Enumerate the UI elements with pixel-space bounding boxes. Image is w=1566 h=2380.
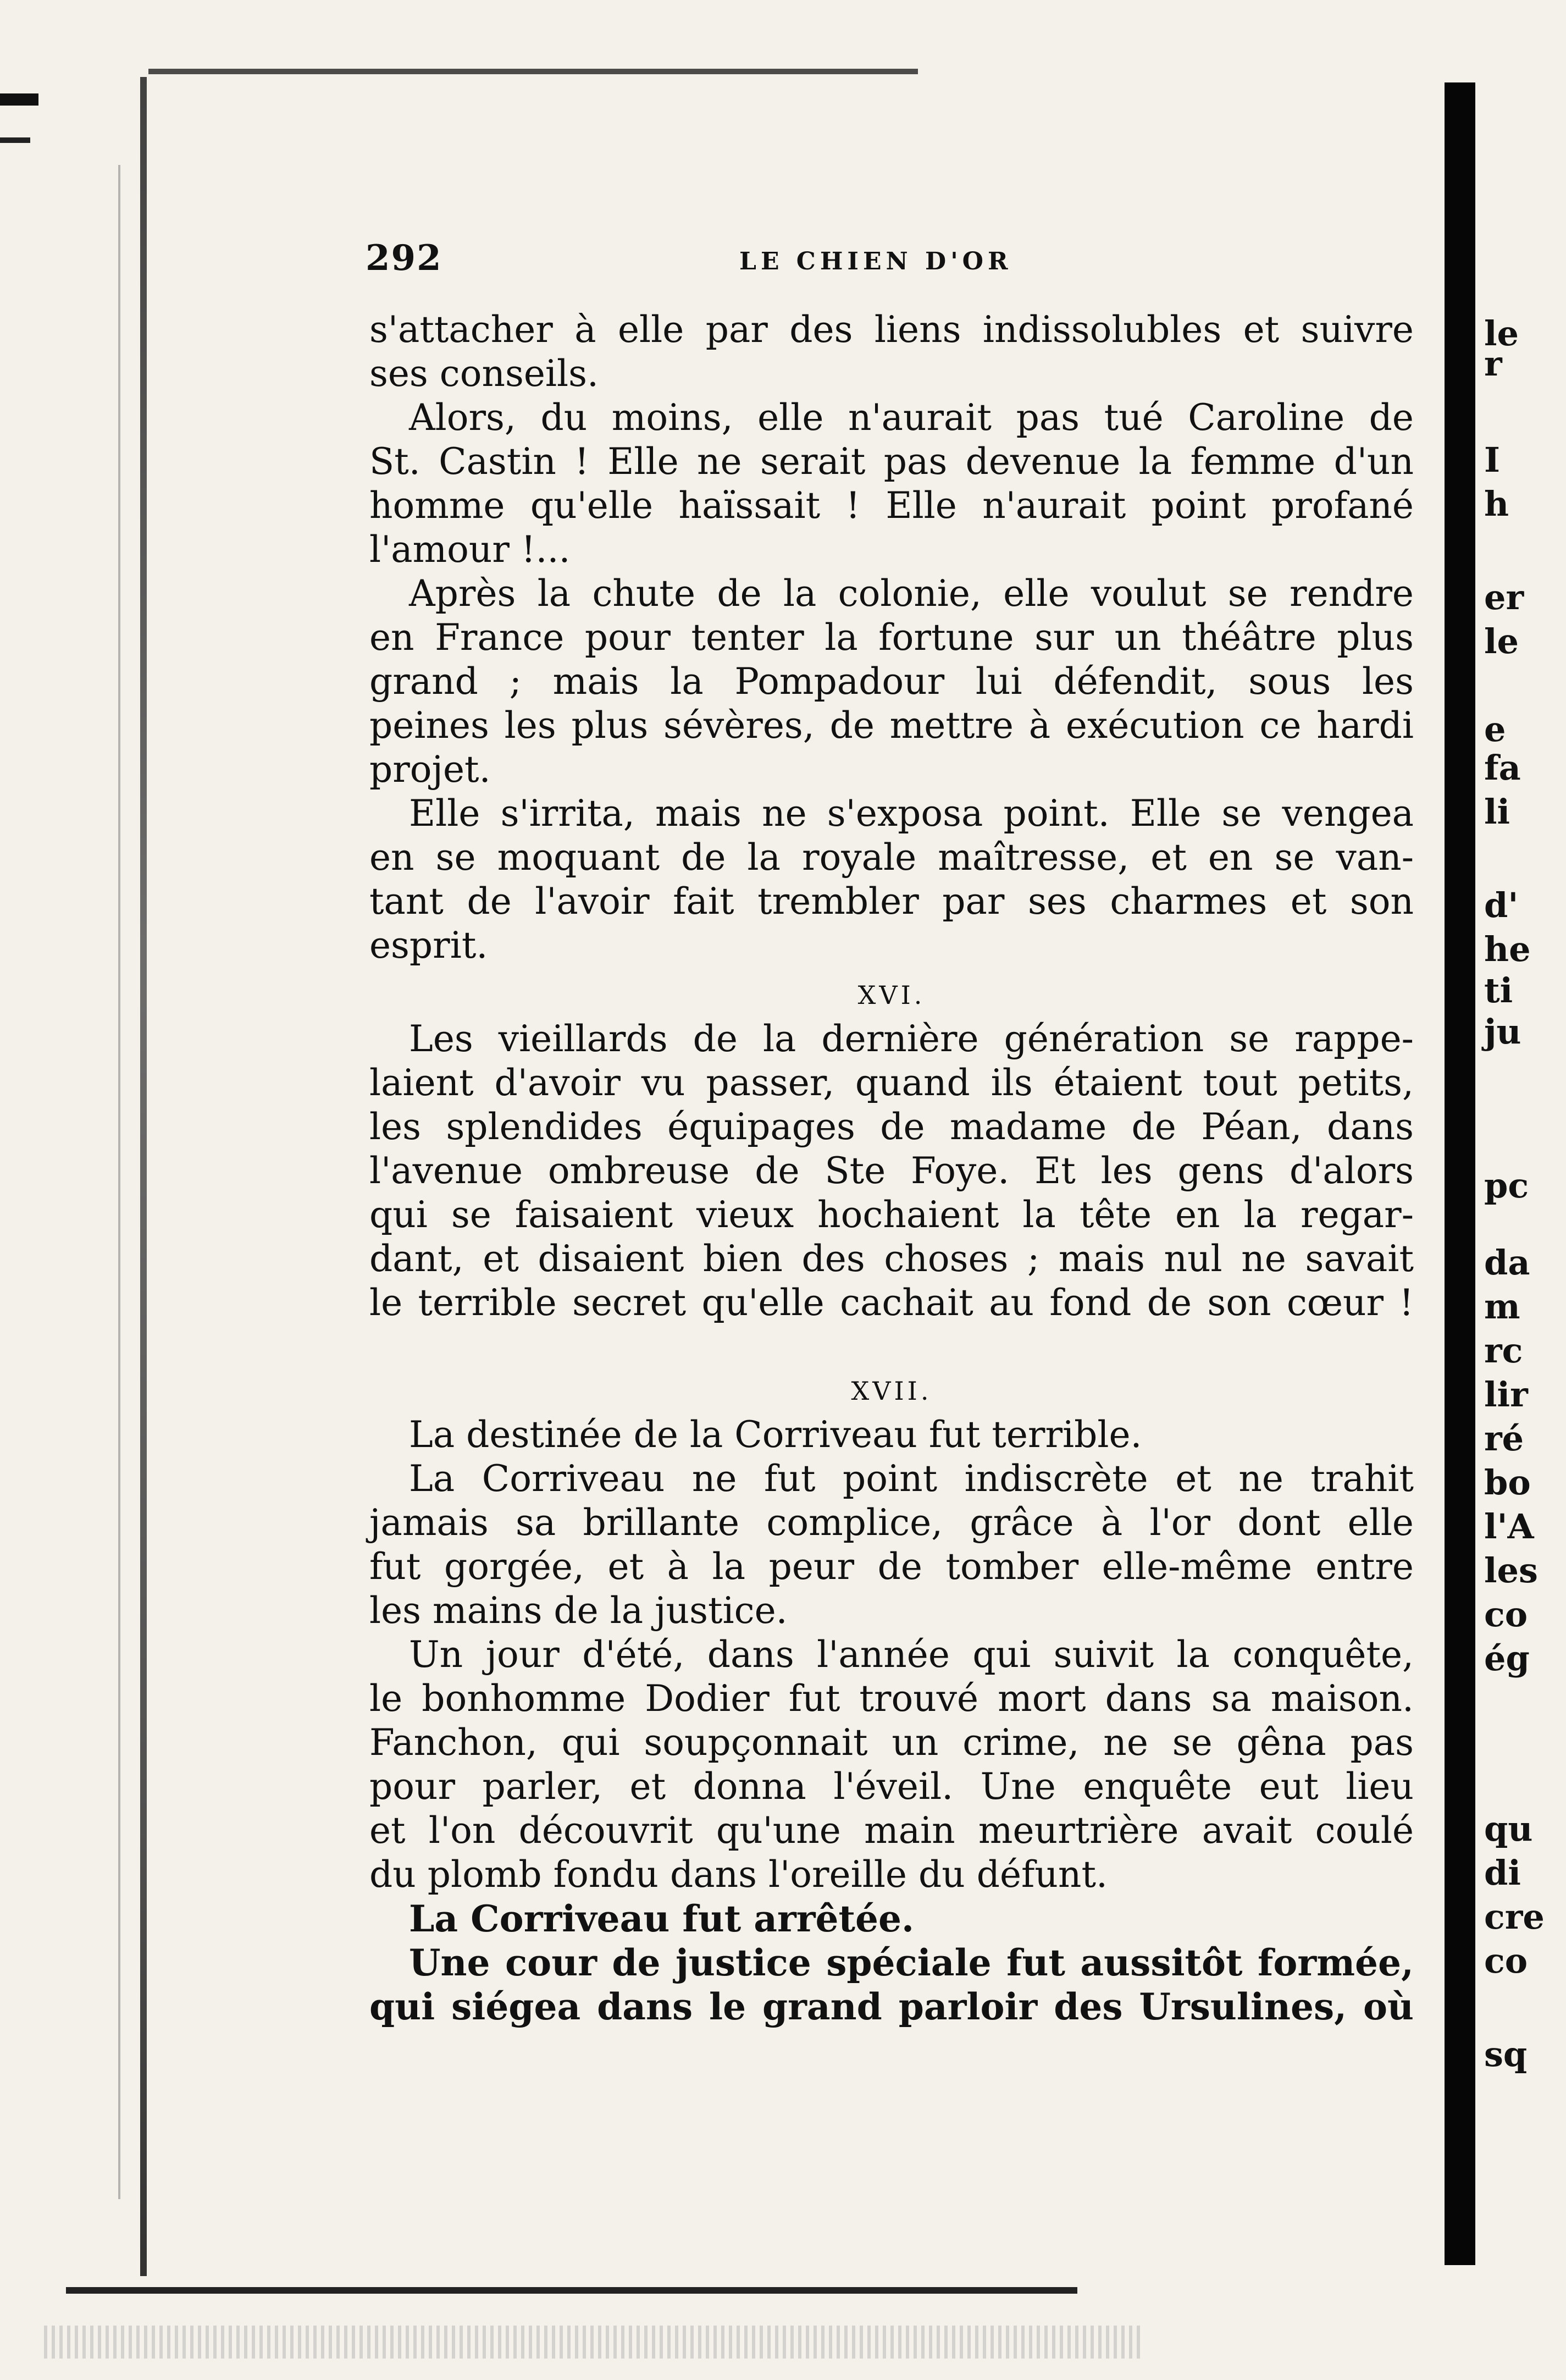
text-line: La Corriveau fut arrêtée. bbox=[409, 1897, 914, 1940]
text-line: s'attacher à elle par des liens indissolubles et suivre bbox=[369, 308, 1414, 351]
section-heading: XVI. bbox=[857, 980, 926, 1010]
facing-page-fragment: li bbox=[1484, 792, 1510, 832]
text-line: les mains de la justice. bbox=[369, 1589, 788, 1632]
text-line: peines les plus sévères, de mettre à exécution ce hardi bbox=[369, 704, 1414, 747]
facing-page-fragment: d' bbox=[1484, 885, 1519, 925]
text-line: homme qu'elle haïssait ! Elle n'aurait point profané bbox=[369, 484, 1414, 527]
facing-page-fragment: qu bbox=[1484, 1809, 1533, 1849]
facing-page-fragment: co bbox=[1484, 1941, 1528, 1981]
text-line: La destinée de la Corriveau fut terrible. bbox=[409, 1413, 1142, 1456]
scan-edge-mark bbox=[0, 137, 30, 143]
text-line: laient d'avoir vu passer, quand ils étaient tout petits, bbox=[369, 1062, 1414, 1104]
running-head: LE CHIEN D'OR bbox=[739, 247, 1012, 275]
text-line: La Corriveau ne fut point indiscrète et ne trahit bbox=[409, 1457, 1414, 1500]
text-line: en France pour tenter la fortune sur un théâtre plus bbox=[369, 616, 1414, 659]
section-gap bbox=[369, 1325, 1414, 1363]
facing-page-fragment: cre bbox=[1484, 1897, 1545, 1937]
facing-page-fragment: ré bbox=[1484, 1418, 1524, 1459]
body-text bbox=[369, 308, 1414, 2029]
facing-page-fragment: ti bbox=[1484, 970, 1513, 1010]
text-line: Fanchon, qui soupçonnait un crime, ne se gêna pas bbox=[369, 1721, 1414, 1764]
facing-page-fragment: r bbox=[1484, 344, 1502, 384]
facing-page-fragment: m bbox=[1484, 1286, 1520, 1327]
facing-page-fragment: co bbox=[1484, 1594, 1528, 1634]
text-line: pour parler, et donna l'éveil. Une enquête eut lieu bbox=[369, 1765, 1414, 1808]
scan-edge-mark bbox=[0, 93, 38, 106]
facing-page-fragment: di bbox=[1484, 1853, 1521, 1893]
facing-page-fragment: sq bbox=[1484, 2034, 1528, 2074]
text-line: l'avenue ombreuse de Ste Foye. Et les gens d'alors bbox=[369, 1150, 1414, 1192]
text-line: le terrible secret qu'elle cachait au fond de son cœur ! bbox=[369, 1282, 1414, 1324]
page-number: 292 bbox=[366, 238, 442, 279]
facing-page-fragment: le bbox=[1484, 621, 1519, 661]
facing-page-fragment: pc bbox=[1484, 1166, 1529, 1206]
text-line: en se moquant de la royale maîtresse, et en se van- bbox=[369, 836, 1414, 879]
facing-page-fragment: le bbox=[1484, 313, 1519, 354]
text-line: fut gorgée, et à la peur de tomber elle-même entre bbox=[369, 1545, 1414, 1588]
facing-page-fragment: lir bbox=[1484, 1374, 1528, 1415]
text-line: qui se faisaient vieux hochaient la tête en la regar- bbox=[369, 1194, 1414, 1236]
page-bottom-border bbox=[66, 2287, 1077, 2294]
facing-page-fragment: l'A bbox=[1484, 1506, 1534, 1547]
facing-page-fragment: ju bbox=[1484, 1012, 1521, 1052]
facing-page-fragment: he bbox=[1484, 929, 1531, 969]
text-line: le bonhomme Dodier fut trouvé mort dans sa maison. bbox=[369, 1677, 1414, 1720]
facing-page-fragment: h bbox=[1484, 484, 1509, 524]
text-line: Elle s'irrita, mais ne s'exposa point. Elle se vengea bbox=[409, 792, 1414, 835]
text-line: grand ; mais la Pompadour lui défendit, sous les bbox=[369, 660, 1414, 703]
text-line: qui siégea dans le grand parloir des Ursulines, où bbox=[369, 1985, 1414, 2028]
text-line: les splendides équipages de madame de Péan, dans bbox=[369, 1106, 1414, 1148]
text-line: St. Castin ! Elle ne serait pas devenue la femme d'un bbox=[369, 440, 1414, 483]
facing-page-fragment: fa bbox=[1484, 748, 1521, 788]
text-line: ses conseils. bbox=[369, 352, 599, 395]
scan-noise bbox=[44, 2326, 1143, 2359]
text-line: l'amour !... bbox=[369, 528, 571, 571]
section-heading: XVII. bbox=[851, 1376, 932, 1406]
page-top-border bbox=[148, 69, 918, 74]
text-line: Les vieillards de la dernière génération se rappe- bbox=[409, 1018, 1414, 1060]
facing-page-fragment: les bbox=[1484, 1550, 1538, 1591]
text-line: du plomb fondu dans l'oreille du défunt. bbox=[369, 1853, 1108, 1896]
facing-page-fragment: e bbox=[1484, 709, 1506, 749]
facing-page-fragment: bo bbox=[1484, 1462, 1531, 1503]
text-line: projet. bbox=[369, 748, 491, 791]
text-line: Un jour d'été, dans l'année qui suivit la conquête, bbox=[409, 1633, 1414, 1676]
facing-page-fragment: I bbox=[1484, 440, 1501, 480]
text-line: Alors, du moins, elle n'aurait pas tué Caroline de bbox=[409, 396, 1414, 439]
facing-page-fragment: da bbox=[1484, 1243, 1530, 1283]
text-line: et l'on découvrit qu'une main meurtrière avait coulé bbox=[369, 1809, 1414, 1852]
facing-page-fragment: er bbox=[1484, 577, 1524, 617]
binding-shadow bbox=[1445, 82, 1475, 2265]
text-line: dant, et disaient bien des choses ; mais nul ne savait bbox=[369, 1238, 1414, 1280]
text-line: tant de l'avoir fait trembler par ses charmes et son bbox=[369, 880, 1414, 923]
page-gutter-shadow bbox=[140, 77, 147, 2276]
text-line: Après la chute de la colonie, elle voulut se rendre bbox=[409, 572, 1414, 615]
page-gutter-shadow bbox=[118, 165, 120, 2199]
facing-page-fragment: ég bbox=[1484, 1638, 1530, 1678]
text-line: jamais sa brillante complice, grâce à l'or dont elle bbox=[369, 1501, 1414, 1544]
facing-page-fragment: rc bbox=[1484, 1330, 1523, 1371]
text-line: esprit. bbox=[369, 924, 488, 967]
text-line: Une cour de justice spéciale fut aussitôt formée, bbox=[409, 1941, 1414, 1984]
